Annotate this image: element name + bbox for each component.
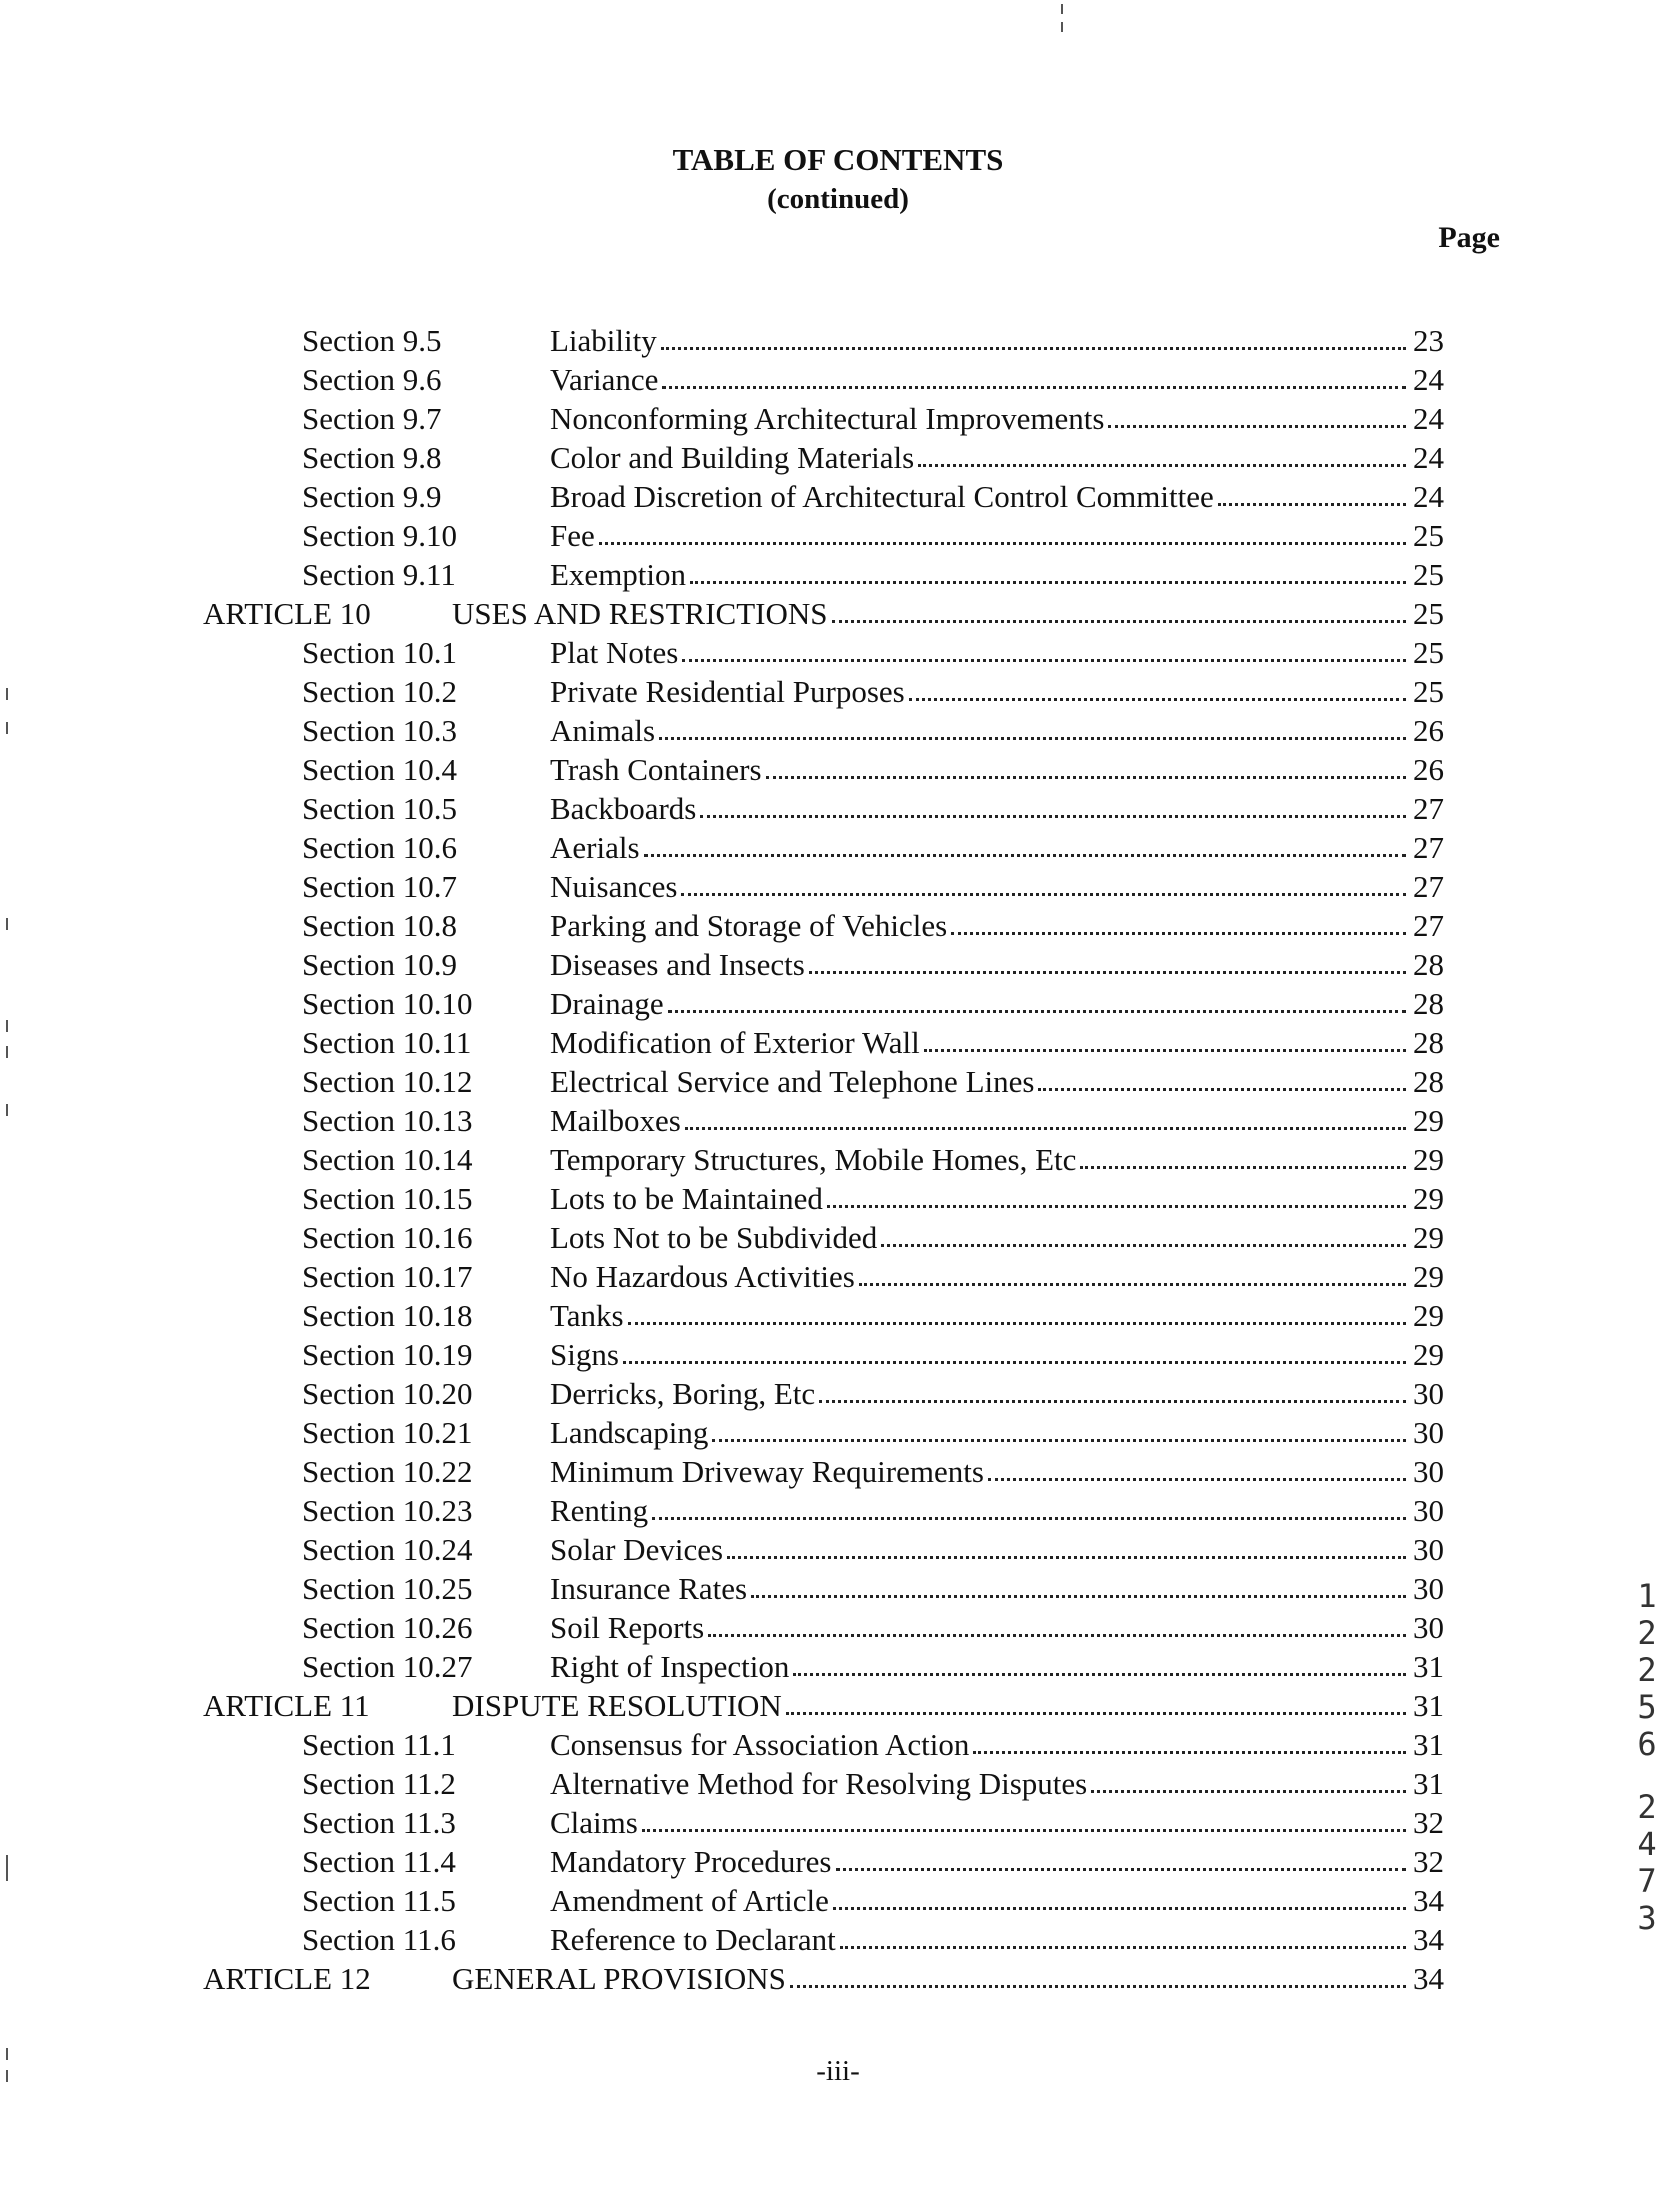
- toc-entry-number: Section 10.23: [302, 1493, 473, 1528]
- toc-entry-number: Section 10.25: [302, 1571, 473, 1606]
- toc-entry-title: Backboards: [550, 791, 697, 826]
- stamp-digit: 3: [1637, 1899, 1657, 1937]
- toc-section-row: [0, 1140, 1676, 1179]
- toc-entry-title-cell: [550, 633, 1444, 672]
- toc-entry-title: Soil Reports: [550, 1610, 705, 1645]
- page-column-heading: Page: [1438, 221, 1500, 254]
- toc-entry-number: Section 10.4: [302, 752, 457, 787]
- toc-section-row: [0, 555, 1676, 594]
- toc-section-row: [0, 1413, 1676, 1452]
- toc-entry-title: Drainage: [550, 986, 664, 1021]
- toc-entry-page: 27: [1413, 830, 1444, 865]
- toc-entry-page: 24: [1413, 401, 1444, 436]
- scan-mark: [1061, 22, 1063, 32]
- toc-entry-title-cell: [550, 828, 1444, 867]
- stamp-digit: 5: [1637, 1688, 1657, 1726]
- toc-entry-page: 29: [1413, 1181, 1444, 1216]
- toc-section-row: [0, 789, 1676, 828]
- toc-section-row: [0, 438, 1676, 477]
- toc-entry-title-cell: [550, 1257, 1444, 1296]
- toc-entry-title-cell: [550, 1881, 1444, 1920]
- toc-entry-number: Section 9.5: [302, 323, 442, 358]
- toc-section-row: [0, 1608, 1676, 1647]
- toc-entry-title: No Hazardous Activities: [550, 1259, 855, 1294]
- toc-entry-title-cell: [550, 438, 1444, 477]
- page-number: -iii-: [816, 2055, 860, 2087]
- toc-entry-page: 29: [1413, 1103, 1444, 1138]
- toc-entry-page: 24: [1413, 440, 1444, 475]
- dot-leader: [623, 1351, 1406, 1364]
- toc-entry-title: Broad Discretion of Architectural Control Committee: [550, 479, 1214, 514]
- toc-entry-title: Private Residential Purposes: [550, 674, 905, 709]
- toc-section-row: [0, 633, 1676, 672]
- stamp-digit: 4: [1637, 1825, 1657, 1863]
- dot-leader: [685, 1117, 1406, 1130]
- toc-entry-page: 30: [1413, 1610, 1444, 1645]
- toc-entry-title: Diseases and Insects: [550, 947, 805, 982]
- toc-entry-page: 27: [1413, 908, 1444, 943]
- toc-entry-page: 25: [1413, 674, 1444, 709]
- toc-entry-title: Consensus for Association Action: [550, 1727, 970, 1762]
- toc-entry-number: Section 10.11: [302, 1025, 472, 1060]
- toc-entry-title: Signs: [550, 1337, 619, 1372]
- dot-leader: [951, 922, 1406, 935]
- dot-leader: [1080, 1156, 1406, 1169]
- toc-entry-page: 28: [1413, 1064, 1444, 1099]
- toc-article-row: [0, 1959, 1676, 1998]
- dot-leader: [727, 1546, 1406, 1559]
- toc-entry-page: 26: [1413, 752, 1444, 787]
- toc-section-row: [0, 1218, 1676, 1257]
- toc-entry-page: 27: [1413, 869, 1444, 904]
- toc-entry-title-cell: [550, 906, 1444, 945]
- dot-leader: [652, 1507, 1406, 1520]
- toc-entry-title: USES AND RESTRICTIONS: [452, 596, 828, 631]
- scan-mark: [6, 722, 8, 734]
- toc-entry-number: Section 11.5: [302, 1883, 456, 1918]
- toc-entry-title: Insurance Rates: [550, 1571, 748, 1606]
- toc-entry-title-cell: [550, 360, 1444, 399]
- toc-entry-title-cell: [452, 1686, 1444, 1725]
- toc-entry-title: GENERAL PROVISIONS: [452, 1961, 786, 1996]
- toc-entry-page: 31: [1413, 1649, 1444, 1684]
- toc-entry-title: Claims: [550, 1805, 638, 1840]
- dot-leader: [832, 610, 1407, 623]
- toc-section-row: [0, 945, 1676, 984]
- toc-entry-number: Section 10.16: [302, 1220, 473, 1255]
- toc-section-row: [0, 1725, 1676, 1764]
- toc-entry-number: Section 10.10: [302, 986, 473, 1021]
- toc-entry-title: Exemption: [550, 557, 687, 592]
- toc-entry-title-cell: [550, 945, 1444, 984]
- toc-section-row: [0, 477, 1676, 516]
- scan-mark: [6, 2048, 8, 2060]
- toc-entry-title: Trash Containers: [550, 752, 762, 787]
- dot-leader: [690, 571, 1406, 584]
- toc-section-row: [0, 1296, 1676, 1335]
- toc-entry-number: Section 10.22: [302, 1454, 473, 1489]
- stamp-digit: 2: [1637, 1614, 1657, 1652]
- toc-entry-title-cell: [550, 1062, 1444, 1101]
- toc-title: TABLE OF CONTENTS: [672, 142, 1004, 177]
- toc-entry-number: Section 10.26: [302, 1610, 473, 1645]
- stamp-digit: 6: [1637, 1725, 1657, 1763]
- toc-section-row: [0, 1842, 1676, 1881]
- toc-entry-number: Section 10.12: [302, 1064, 473, 1099]
- scan-mark: [6, 688, 8, 700]
- toc-entry-page: 29: [1413, 1298, 1444, 1333]
- toc-entry-title-cell: [550, 711, 1444, 750]
- toc-entry-page: 25: [1413, 596, 1444, 631]
- toc-entry-number: Section 10.2: [302, 674, 457, 709]
- dot-leader: [712, 1429, 1406, 1442]
- toc-subtitle: (continued): [767, 183, 909, 215]
- scan-mark: [1061, 4, 1063, 14]
- toc-entry-number: Section 10.7: [302, 869, 457, 904]
- toc-entry-title: Electrical Service and Telephone Lines: [550, 1064, 1035, 1099]
- toc-entry-title-cell: [550, 1530, 1444, 1569]
- toc-entry-title-cell: [550, 1803, 1444, 1842]
- scan-mark: [6, 1046, 8, 1058]
- stamp-digit: 2: [1637, 1651, 1657, 1689]
- toc-entry-title-cell: [550, 789, 1444, 828]
- toc-entry-page: 34: [1413, 1922, 1444, 1957]
- dot-leader: [790, 1975, 1406, 1988]
- toc-entry-page: 29: [1413, 1337, 1444, 1372]
- toc-entry-number: ARTICLE 10: [203, 596, 371, 631]
- dot-leader: [988, 1468, 1406, 1481]
- stamp-gap: [1630, 1763, 1664, 1789]
- toc-entry-number: ARTICLE 11: [203, 1688, 370, 1723]
- toc-entry-number: Section 10.18: [302, 1298, 473, 1333]
- toc-entry-title-cell: [550, 555, 1444, 594]
- toc-entry-number: Section 10.24: [302, 1532, 473, 1567]
- dot-leader: [659, 727, 1406, 740]
- toc-entry-number: Section 11.2: [302, 1766, 456, 1801]
- toc-entry-page: 30: [1413, 1493, 1444, 1528]
- toc-entry-page: 30: [1413, 1454, 1444, 1489]
- stamp-digit: 1: [1637, 1577, 1657, 1615]
- toc-entry-title: Derricks, Boring, Etc: [550, 1376, 816, 1411]
- toc-section-row: [0, 360, 1676, 399]
- toc-entry-title-cell: [550, 1335, 1444, 1374]
- toc-section-row: [0, 1569, 1676, 1608]
- toc-article-row: [0, 1686, 1676, 1725]
- dot-leader: [881, 1234, 1406, 1247]
- toc-entry-title-cell: [550, 1179, 1444, 1218]
- toc-entry-title-cell: [550, 867, 1444, 906]
- toc-entry-page: 25: [1413, 557, 1444, 592]
- toc-entry-title: Fee: [550, 518, 595, 553]
- dot-leader: [700, 805, 1406, 818]
- toc-section-row: [0, 1179, 1676, 1218]
- toc-entry-title: Modification of Exterior Wall: [550, 1025, 920, 1060]
- toc-entry-number: ARTICLE 12: [203, 1961, 371, 1996]
- dot-leader: [1108, 415, 1406, 428]
- toc-entry-title: Mandatory Procedures: [550, 1844, 832, 1879]
- toc-section-row: [0, 1491, 1676, 1530]
- toc-entry-title: Aerials: [550, 830, 640, 865]
- toc-entry-title: Temporary Structures, Mobile Homes, Etc: [550, 1142, 1077, 1177]
- scan-mark: [6, 2070, 8, 2082]
- toc-section-row: [0, 516, 1676, 555]
- dot-leader: [909, 688, 1406, 701]
- toc-entry-page: 28: [1413, 986, 1444, 1021]
- toc-entry-title-cell: [550, 984, 1444, 1023]
- toc-entry-number: Section 11.4: [302, 1844, 456, 1879]
- dot-leader: [809, 961, 1406, 974]
- scan-mark: [6, 918, 8, 930]
- toc-entry-title-cell: [550, 321, 1444, 360]
- toc-entry-title: Parking and Storage of Vehicles: [550, 908, 948, 943]
- toc-entry-number: Section 10.6: [302, 830, 457, 865]
- toc-entry-number: Section 10.19: [302, 1337, 473, 1372]
- toc-section-row: [0, 867, 1676, 906]
- toc-entry-title-cell: [550, 1218, 1444, 1257]
- toc-section-row: [0, 1335, 1676, 1374]
- toc-entry-page: 30: [1413, 1376, 1444, 1411]
- toc-section-row: [0, 1530, 1676, 1569]
- toc-entry-title: Lots to be Maintained: [550, 1181, 823, 1216]
- toc-entry-title: Tanks: [550, 1298, 624, 1333]
- toc-entry-title: Lots Not to be Subdivided: [550, 1220, 878, 1255]
- dot-leader: [766, 766, 1406, 779]
- toc-entry-number: Section 9.8: [302, 440, 442, 475]
- toc-entry-number: Section 9.9: [302, 479, 442, 514]
- dot-leader: [628, 1312, 1406, 1325]
- toc-entry-number: Section 11.1: [302, 1727, 456, 1762]
- toc-entry-number: Section 10.3: [302, 713, 457, 748]
- toc-entry-page: 29: [1413, 1259, 1444, 1294]
- toc-entry-title-cell: [550, 1140, 1444, 1179]
- toc-section-row: [0, 1062, 1676, 1101]
- toc-entry-title-cell: [550, 399, 1444, 438]
- dot-leader: [840, 1936, 1406, 1949]
- toc-entry-title-cell: [452, 594, 1444, 633]
- toc-entry-title-cell: [550, 1491, 1444, 1530]
- toc-entry-title: Reference to Declarant: [550, 1922, 836, 1957]
- dot-leader: [827, 1195, 1406, 1208]
- toc-entry-page: 34: [1413, 1883, 1444, 1918]
- toc-entry-title-cell: [550, 1569, 1444, 1608]
- toc-entry-page: 31: [1413, 1688, 1444, 1723]
- toc-entry-title: Amendment of Article: [550, 1883, 829, 1918]
- dot-leader: [644, 844, 1406, 857]
- toc-entry-page: 24: [1413, 362, 1444, 397]
- toc-entry-title-cell: [550, 516, 1444, 555]
- toc-entry-title: Color and Building Materials: [550, 440, 915, 475]
- toc-entry-title-cell: [550, 1374, 1444, 1413]
- toc-section-row: [0, 1023, 1676, 1062]
- toc-list: [0, 321, 1676, 1998]
- dot-leader: [682, 649, 1406, 662]
- toc-section-row: [0, 828, 1676, 867]
- toc-entry-page: 31: [1413, 1766, 1444, 1801]
- toc-entry-title: Mailboxes: [550, 1103, 681, 1138]
- toc-entry-title: Right of Inspection: [550, 1649, 790, 1684]
- toc-section-row: [0, 1257, 1676, 1296]
- toc-entry-title-cell: [550, 1725, 1444, 1764]
- toc-entry-page: 30: [1413, 1571, 1444, 1606]
- toc-entry-page: 28: [1413, 1025, 1444, 1060]
- dot-leader: [661, 337, 1406, 350]
- toc-entry-number: Section 10.13: [302, 1103, 473, 1138]
- toc-entry-page: 27: [1413, 791, 1444, 826]
- toc-entry-title: Minimum Driveway Requirements: [550, 1454, 984, 1489]
- toc-entry-title: Solar Devices: [550, 1532, 724, 1567]
- toc-entry-page: 29: [1413, 1142, 1444, 1177]
- toc-entry-number: Section 9.11: [302, 557, 456, 592]
- toc-entry-number: Section 10.8: [302, 908, 457, 943]
- toc-entry-page: 26: [1413, 713, 1444, 748]
- dot-leader: [1038, 1078, 1406, 1091]
- dot-leader: [859, 1273, 1406, 1286]
- scan-mark: [6, 1020, 8, 1032]
- toc-section-row: [0, 1101, 1676, 1140]
- toc-entry-number: Section 9.10: [302, 518, 457, 553]
- toc-section-row: [0, 711, 1676, 750]
- toc-entry-number: Section 10.15: [302, 1181, 473, 1216]
- toc-entry-page: 32: [1413, 1844, 1444, 1879]
- dot-leader: [681, 883, 1406, 896]
- toc-entry-title: Nonconforming Architectural Improvements: [550, 401, 1105, 436]
- toc-entry-number: Section 10.20: [302, 1376, 473, 1411]
- toc-entry-title: Variance: [550, 362, 659, 397]
- stamp-digit: 7: [1637, 1862, 1657, 1900]
- scan-mark: [6, 1104, 8, 1116]
- toc-article-row: [0, 594, 1676, 633]
- dot-leader: [918, 454, 1406, 467]
- dot-leader: [833, 1897, 1406, 1910]
- toc-entry-page: 30: [1413, 1415, 1444, 1450]
- toc-entry-title-cell: [452, 1959, 1444, 1998]
- toc-entry-page: 31: [1413, 1727, 1444, 1762]
- toc-entry-title: Plat Notes: [550, 635, 679, 670]
- dot-leader: [793, 1663, 1406, 1676]
- dot-leader: [1218, 493, 1406, 506]
- toc-entry-title-cell: [550, 1842, 1444, 1881]
- toc-entry-title-cell: [550, 1023, 1444, 1062]
- toc-section-row: [0, 906, 1676, 945]
- toc-entry-number: Section 11.3: [302, 1805, 456, 1840]
- toc-entry-title-cell: [550, 1413, 1444, 1452]
- toc-entry-page: 25: [1413, 635, 1444, 670]
- toc-entry-page: 30: [1413, 1532, 1444, 1567]
- toc-entry-title: Nuisances: [550, 869, 678, 904]
- toc-entry-title-cell: [550, 1764, 1444, 1803]
- dot-leader: [973, 1741, 1406, 1754]
- document-number-stamp: [1630, 1578, 1664, 1937]
- toc-entry-page: 28: [1413, 947, 1444, 982]
- toc-entry-number: Section 10.21: [302, 1415, 473, 1450]
- toc-entry-title: Renting: [550, 1493, 649, 1528]
- toc-section-row: [0, 750, 1676, 789]
- toc-entry-number: Section 10.27: [302, 1649, 473, 1684]
- toc-entry-number: Section 9.6: [302, 362, 442, 397]
- toc-entry-title-cell: [550, 1296, 1444, 1335]
- toc-entry-number: Section 10.9: [302, 947, 457, 982]
- toc-entry-page: 34: [1413, 1961, 1444, 1996]
- toc-entry-page: 29: [1413, 1220, 1444, 1255]
- dot-leader: [662, 376, 1406, 389]
- dot-leader: [751, 1585, 1406, 1598]
- toc-entry-number: Section 10.14: [302, 1142, 473, 1177]
- dot-leader: [599, 532, 1406, 545]
- toc-entry-title: DISPUTE RESOLUTION: [452, 1688, 782, 1723]
- stamp-digit: 2: [1637, 1788, 1657, 1826]
- toc-entry-title-cell: [550, 1920, 1444, 1959]
- toc-section-row: [0, 1881, 1676, 1920]
- toc-entry-title-cell: [550, 1101, 1444, 1140]
- toc-section-row: [0, 984, 1676, 1023]
- toc-entry-title-cell: [550, 477, 1444, 516]
- dot-leader: [819, 1390, 1406, 1403]
- toc-entry-title: Animals: [550, 713, 656, 748]
- toc-section-row: [0, 1920, 1676, 1959]
- dot-leader: [786, 1702, 1406, 1715]
- toc-entry-number: Section 9.7: [302, 401, 442, 436]
- toc-entry-number: Section 10.17: [302, 1259, 473, 1294]
- toc-section-row: [0, 1647, 1676, 1686]
- toc-entry-title-cell: [550, 750, 1444, 789]
- toc-entry-number: Section 10.5: [302, 791, 457, 826]
- toc-section-row: [0, 1452, 1676, 1491]
- toc-entry-title-cell: [550, 1452, 1444, 1491]
- dot-leader: [708, 1624, 1406, 1637]
- toc-section-row: [0, 321, 1676, 360]
- toc-entry-title-cell: [550, 1608, 1444, 1647]
- dot-leader: [668, 1000, 1406, 1013]
- dot-leader: [642, 1819, 1406, 1832]
- toc-section-row: [0, 672, 1676, 711]
- dot-leader: [924, 1039, 1406, 1052]
- toc-section-row: [0, 399, 1676, 438]
- toc-entry-title: Liability: [550, 323, 657, 358]
- toc-entry-number: Section 11.6: [302, 1922, 456, 1957]
- toc-entry-number: Section 10.1: [302, 635, 457, 670]
- toc-entry-page: 23: [1413, 323, 1444, 358]
- toc-entry-title-cell: [550, 672, 1444, 711]
- scan-mark: [6, 1855, 8, 1881]
- toc-entry-title-cell: [550, 1647, 1444, 1686]
- toc-entry-title: Alternative Method for Resolving Disputes: [550, 1766, 1088, 1801]
- toc-section-row: [0, 1764, 1676, 1803]
- toc-section-row: [0, 1374, 1676, 1413]
- toc-section-row: [0, 1803, 1676, 1842]
- dot-leader: [1091, 1780, 1406, 1793]
- dot-leader: [836, 1858, 1407, 1871]
- toc-entry-title: Landscaping: [550, 1415, 709, 1450]
- toc-entry-page: 25: [1413, 518, 1444, 553]
- toc-entry-page: 32: [1413, 1805, 1444, 1840]
- toc-entry-page: 24: [1413, 479, 1444, 514]
